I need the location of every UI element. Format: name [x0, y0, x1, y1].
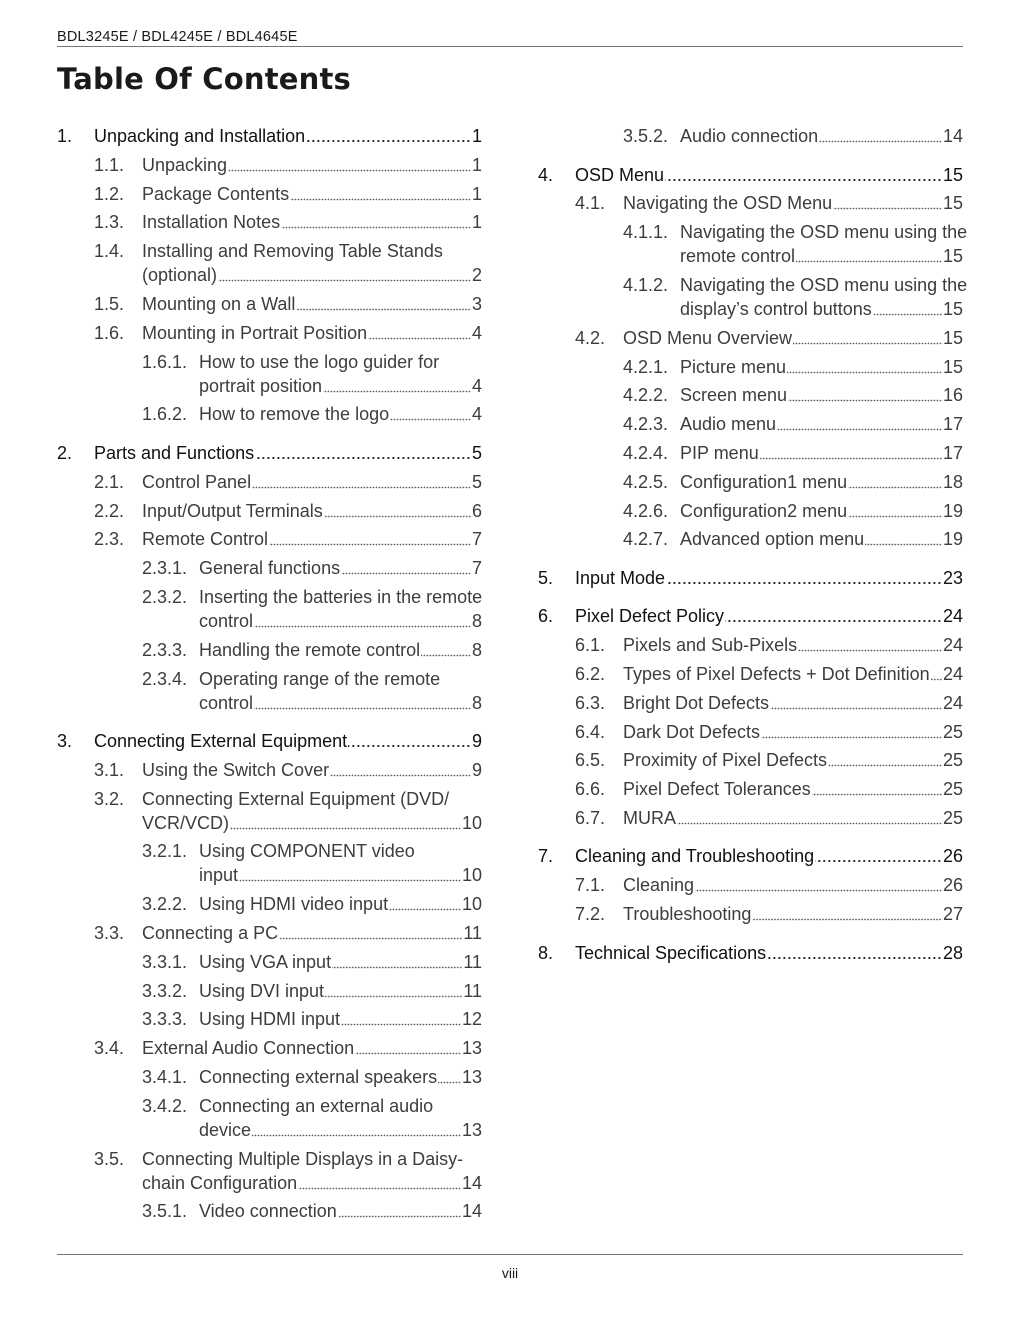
toc-entry-page: 9 [471, 759, 482, 780]
toc-entry-page: 13 [461, 1038, 482, 1059]
toc-entry[interactable] [538, 844, 963, 868]
dot-leader [341, 1014, 461, 1026]
toc-entry-number: 4.2.5. [623, 471, 669, 492]
toc-entry-page: 13 [461, 1119, 482, 1140]
dot-leader [228, 160, 471, 172]
toc-entry-title: Navigating the OSD Menu [623, 193, 833, 214]
toc-entry[interactable] [538, 748, 963, 772]
toc-entry-page: 15 [942, 164, 963, 185]
toc-entry-title: OSD Menu [575, 164, 665, 185]
toc-entry[interactable] [57, 350, 482, 398]
toc-entry-number: 3. [57, 731, 73, 751]
document-header: BDL3245E / BDL4245E / BDL4645E [57, 29, 963, 47]
toc-entry-number: 2.3.4. [142, 668, 188, 689]
dot-leader [218, 270, 471, 282]
toc-entry[interactable] [57, 638, 482, 662]
toc-entry-number: 4.2. [575, 327, 606, 348]
toc-entry[interactable] [538, 720, 963, 744]
toc-entry-title: Troubleshooting [623, 904, 752, 924]
toc-entry[interactable] [538, 662, 963, 686]
dot-leader [296, 299, 471, 311]
toc-entry-title: chain Configuration [142, 1172, 298, 1193]
toc-entry-title: Connecting External Equipment [94, 731, 348, 751]
toc-entry[interactable] [57, 292, 482, 316]
toc-entry-page: 1 [471, 183, 482, 204]
toc-entry-page: 25 [942, 750, 963, 771]
toc-entry-title: Audio connection [680, 126, 819, 146]
dot-leader [252, 477, 471, 489]
toc-entry-title: control [199, 692, 254, 713]
toc-entry-number: 6.5. [575, 750, 606, 771]
dot-leader [796, 251, 942, 263]
toc-entry[interactable] [538, 220, 968, 268]
toc-entry-page: 24 [942, 663, 963, 684]
toc-entry-page: 5 [471, 442, 482, 463]
toc-entry[interactable] [538, 941, 963, 965]
dot-leader [306, 131, 471, 143]
dot-leader [324, 506, 471, 518]
toc-entry[interactable] [57, 950, 482, 974]
page-title: Table Of Contents [57, 62, 351, 96]
toc-entry-title: Operating range of the remote [199, 668, 441, 689]
toc-entry-title: Unpacking and Installation [94, 126, 306, 146]
toc-entry-number: 4.1.2. [623, 274, 669, 295]
toc-entry-title: Control Panel [142, 471, 252, 492]
toc-entry-page: 7 [471, 558, 482, 579]
toc-entry-title: control [199, 610, 254, 631]
dot-leader [767, 948, 942, 960]
toc-entry[interactable] [57, 729, 482, 753]
toc-entry-title: Pixels and Sub-Pixels [623, 635, 798, 656]
toc-entry[interactable] [57, 1007, 482, 1031]
toc-entry[interactable] [57, 441, 482, 465]
toc-entry-title: Installing and Removing Table Stands [142, 241, 443, 262]
toc-entry[interactable] [57, 787, 482, 835]
toc-entry-page: 18 [942, 471, 963, 492]
toc-entry-title: PIP menu [680, 442, 759, 463]
toc-entry-page: 9 [471, 731, 482, 751]
toc-entry[interactable] [538, 412, 963, 436]
toc-entry-number: 4.2.6. [623, 500, 669, 521]
toc-entry-title: Parts and Functions [94, 442, 255, 463]
toc-entry[interactable] [538, 902, 963, 926]
toc-entry[interactable] [538, 355, 963, 379]
dot-leader [819, 131, 942, 143]
toc-entry-page: 8 [471, 692, 482, 713]
toc-entry-title: (optional) [142, 265, 218, 286]
toc-entry-title: Using HDMI video input [199, 894, 389, 915]
dot-leader [873, 304, 942, 316]
toc-entry-title: input [199, 865, 239, 886]
toc-entry[interactable] [538, 124, 963, 148]
toc-entry-number: 3.5.2. [623, 126, 669, 146]
toc-entry[interactable] [538, 873, 963, 897]
toc-entry-page: 26 [942, 875, 963, 896]
toc-entry-number: 2. [57, 442, 73, 463]
toc-entry-number: 3.2.2. [142, 894, 188, 915]
toc-entry-number: 4. [538, 164, 554, 185]
toc-entry-page: 17 [942, 442, 963, 463]
toc-entry[interactable] [538, 633, 963, 657]
toc-entry-title: VCR/VCD) [142, 812, 230, 833]
toc-entry[interactable] [57, 527, 482, 551]
toc-entry-title: How to remove the logo [199, 404, 390, 425]
toc-entry-number: 3.3.3. [142, 1009, 188, 1030]
toc-entry[interactable] [538, 499, 963, 523]
toc-entry[interactable] [57, 839, 482, 887]
toc-entry-page: 27 [942, 904, 963, 924]
toc-entry[interactable] [57, 1065, 482, 1089]
toc-entry-title: Connecting Multiple Displays in a Daisy- [142, 1148, 464, 1169]
toc-entry-number: 2.3. [94, 529, 125, 550]
dot-leader [752, 909, 942, 921]
toc-entry-title: Installation Notes [142, 212, 281, 233]
toc-entry-page: 4 [471, 404, 482, 425]
toc-entry-page: 4 [471, 322, 482, 343]
toc-entry-title: General functions [199, 558, 341, 579]
dot-leader [325, 986, 462, 998]
footer-divider [57, 1254, 963, 1255]
toc-entry[interactable] [538, 691, 963, 715]
dot-leader [323, 381, 471, 393]
toc-entry-title: Handling the remote control [199, 639, 421, 660]
toc-entry[interactable] [57, 499, 482, 523]
toc-entry-title: Package Contents [142, 183, 290, 204]
toc-entry-page: 24 [942, 635, 963, 656]
dot-leader [777, 419, 942, 431]
toc-entry-page: 24 [942, 692, 963, 713]
toc-entry-title: Remote Control [142, 529, 269, 550]
toc-entry-page: 19 [942, 529, 963, 550]
toc-entry[interactable] [57, 321, 482, 345]
dot-leader [828, 755, 942, 767]
dot-leader [330, 765, 471, 777]
toc-entry-title: Using VGA input [199, 951, 332, 972]
toc-entry-page: 11 [463, 923, 482, 943]
toc-entry-page: 25 [942, 779, 963, 800]
toc-entry-page: 26 [942, 846, 963, 867]
toc-entry-page: 8 [471, 639, 482, 660]
toc-entry-page: 8 [471, 610, 482, 631]
toc-entry-title: Input/Output Terminals [142, 500, 323, 521]
toc-entry-number: 2.1. [94, 471, 125, 492]
dot-leader [931, 669, 942, 681]
toc-entry-title: Using COMPONENT video [199, 841, 415, 862]
toc-entry[interactable] [538, 383, 963, 407]
toc-entry-number: 4.2.3. [623, 414, 669, 435]
toc-entry[interactable] [57, 124, 482, 148]
toc-entry-title: How to use the logo guider for [199, 351, 440, 372]
toc-entry-page: 19 [942, 500, 963, 521]
toc-entry-title: Input Mode [575, 567, 666, 588]
toc-entry[interactable] [538, 527, 963, 551]
toc-entry-number: 6.7. [575, 807, 606, 828]
dot-leader [788, 390, 942, 402]
toc-entry-title: Technical Specifications [575, 942, 767, 963]
toc-entry-title: Cleaning and Troubleshooting [575, 846, 815, 867]
toc-entry-number: 4.2.7. [623, 529, 669, 550]
dot-leader [389, 899, 461, 911]
toc-entry[interactable] [57, 239, 482, 287]
toc-entry-page: 1 [471, 154, 482, 175]
toc-entry-title: Navigating the OSD menu using the [680, 222, 968, 243]
dot-leader [252, 1125, 461, 1137]
toc-entry[interactable] [57, 758, 482, 782]
toc-entry-number: 1.5. [94, 294, 125, 314]
toc-entry-number: 3.2. [94, 788, 125, 809]
toc-entry-title: display’s control buttons [680, 298, 872, 319]
toc-entry-number: 1.6.1. [142, 351, 188, 372]
dot-leader [815, 851, 942, 863]
dot-leader [332, 957, 462, 969]
dot-leader [833, 198, 942, 210]
page-number: viii [501, 1265, 519, 1281]
toc-entry[interactable] [57, 585, 482, 633]
toc-entry-number: 6.2. [575, 663, 606, 684]
toc-entry-page: 13 [461, 1067, 482, 1087]
toc-entry[interactable] [57, 182, 482, 206]
toc-entry-page: 12 [461, 1009, 482, 1030]
toc-entry[interactable] [538, 326, 963, 350]
toc-entry-page: 10 [461, 894, 482, 915]
dot-leader [848, 477, 942, 489]
toc-entry-page: 25 [942, 807, 963, 828]
toc-entry[interactable] [57, 1147, 482, 1195]
toc-entry-title: Mounting on a Wall [142, 294, 296, 314]
toc-entry-title: Mounting in Portrait Position [142, 322, 368, 343]
dot-leader [279, 928, 462, 940]
toc-entry[interactable] [538, 441, 963, 465]
toc-entry-number: 4.2.1. [623, 356, 669, 377]
dot-leader [269, 534, 471, 546]
toc-entry[interactable] [538, 777, 963, 801]
dot-leader [348, 736, 471, 748]
toc-entry-number: 4.2.2. [623, 385, 669, 406]
dot-leader [798, 640, 942, 652]
toc-entry-title: Screen menu [680, 385, 788, 406]
toc-entry-page: 6 [471, 500, 482, 521]
toc-entry-title: Inserting the batteries in the remote [199, 586, 483, 607]
dot-leader [290, 189, 471, 201]
toc-entry-title: Unpacking [142, 154, 228, 175]
toc-entry-page: 5 [471, 471, 482, 492]
toc-entry-title: Configuration2 menu [680, 500, 848, 521]
toc-entry-number: 5. [538, 567, 554, 588]
toc-entry-number: 4.1. [575, 193, 606, 214]
toc-entry-number: 1.2. [94, 183, 125, 204]
toc-entry[interactable] [57, 210, 482, 234]
dot-leader [848, 506, 942, 518]
toc-entry-number: 4.2.4. [623, 442, 669, 463]
dot-leader [230, 818, 461, 830]
toc-entry-number: 6.1. [575, 635, 606, 656]
toc-entry-number: 2.3.1. [142, 558, 188, 579]
dot-leader [341, 563, 471, 575]
toc-entry-title: Connecting External Equipment (DVD/ [142, 788, 450, 809]
toc-entry-number: 4.1.1. [623, 222, 669, 243]
toc-entry-title: External Audio Connection [142, 1038, 355, 1059]
toc-entry[interactable] [538, 604, 963, 628]
toc-entry-number: 3.5. [94, 1148, 125, 1169]
toc-entry-title: Using the Switch Cover [142, 759, 330, 780]
toc-entry-number: 2.3.2. [142, 586, 188, 607]
dot-leader [770, 698, 942, 710]
toc-entry-page: 15 [942, 193, 963, 214]
toc-entry-number: 3.3.2. [142, 980, 188, 1001]
toc-entry-title: Using HDMI input [199, 1009, 341, 1030]
toc-entry-number: 2.3.3. [142, 639, 188, 660]
dot-leader [390, 409, 471, 421]
toc-entry-page: 15 [942, 298, 963, 319]
toc-entry-title: Cleaning [623, 875, 695, 896]
toc-entry[interactable] [57, 556, 482, 580]
toc-entry-number: 3.3.1. [142, 951, 188, 972]
toc-entry[interactable] [538, 191, 963, 215]
toc-entry-page: 14 [461, 1201, 482, 1222]
toc-entry-title: Pixel Defect Tolerances [623, 779, 811, 800]
toc-entry-number: 7.2. [575, 904, 606, 924]
toc-entry-page: 3 [471, 294, 482, 314]
toc-entry-title: Audio menu [680, 414, 777, 435]
toc-entry[interactable] [57, 1094, 482, 1142]
toc-entry-page: 16 [942, 385, 963, 406]
toc-entry[interactable] [538, 470, 963, 494]
toc-entry-number: 6. [538, 606, 554, 627]
toc-entry-title: portrait position [199, 375, 323, 396]
toc-entry[interactable] [538, 273, 968, 321]
toc-entry[interactable] [57, 667, 482, 715]
toc-entry-number: 3.2.1. [142, 841, 188, 862]
toc-entry-number: 1.6.2. [142, 404, 188, 425]
dot-leader [787, 362, 942, 374]
toc-entry-title: Types of Pixel Defects + Dot Definition [623, 663, 930, 684]
toc-entry-number: 1.6. [94, 322, 125, 343]
toc-entry[interactable] [57, 892, 482, 916]
toc-entry[interactable] [57, 1199, 482, 1223]
dot-leader [793, 333, 942, 345]
toc-entry-number: 1.4. [94, 241, 125, 262]
toc-entry-title: Using DVI input [199, 980, 325, 1001]
toc-entry[interactable] [538, 163, 963, 187]
toc-entry-page: 23 [942, 567, 963, 588]
toc-entry-page: 11 [463, 980, 482, 1001]
toc-entry-number: 8. [538, 942, 554, 963]
toc-entry-number: 6.4. [575, 721, 606, 742]
toc-entry-page: 2 [471, 265, 482, 286]
toc-entry-page: 10 [461, 812, 482, 833]
toc-entry-title: Advanced option menu [680, 529, 865, 550]
toc-entry-page: 28 [942, 942, 963, 963]
dot-leader [421, 645, 471, 657]
dot-leader [254, 616, 471, 628]
toc-entry-title: Picture menu [680, 356, 787, 377]
toc-entry-page: 25 [942, 721, 963, 742]
toc-entry[interactable] [57, 921, 482, 945]
toc-entry-number: 6.6. [575, 779, 606, 800]
dot-leader [338, 1206, 461, 1218]
toc-entry-number: 1.3. [94, 212, 125, 233]
toc-entry-title: Connecting a PC [142, 923, 279, 943]
toc-entry-title: Bright Dot Defects [623, 692, 770, 713]
toc-entry-page: 15 [942, 356, 963, 377]
toc-entry-number: 1.1. [94, 154, 125, 175]
toc-entry-page: 15 [942, 246, 963, 267]
toc-entry-title: MURA [623, 807, 676, 828]
toc-entry-page: 15 [942, 327, 963, 348]
toc-entry-number: 3.1. [94, 759, 125, 780]
toc-entry-number: 3.4.2. [142, 1095, 188, 1116]
toc-entry[interactable] [57, 1036, 482, 1060]
toc-entry-page: 24 [942, 606, 963, 627]
toc-entry[interactable] [57, 402, 482, 426]
toc-entry-title: Connecting external speakers [199, 1067, 438, 1087]
dot-leader [438, 1072, 461, 1084]
dot-leader [812, 784, 942, 796]
toc-entry-number: 7.1. [575, 875, 606, 896]
toc-entry[interactable] [57, 153, 482, 177]
toc-entry-title: Pixel Defect Policy [575, 606, 725, 627]
dot-leader [239, 870, 461, 882]
toc-entry-number: 1. [57, 126, 73, 146]
toc-entry-number: 3.5.1. [142, 1201, 188, 1222]
toc-entry-number: 6.3. [575, 692, 606, 713]
dot-leader [355, 1043, 461, 1055]
toc-entry[interactable] [57, 470, 482, 494]
toc-entry-title: Navigating the OSD menu using the [680, 274, 968, 295]
toc-entry-page: 4 [471, 375, 482, 396]
dot-leader [760, 448, 942, 460]
toc-entry-title: remote control [680, 246, 796, 267]
toc-entry-title: Proximity of Pixel Defects [623, 750, 828, 771]
toc-entry-page: 1 [471, 212, 482, 233]
dot-leader [695, 880, 942, 892]
dot-leader [725, 611, 942, 623]
toc-entry-number: 3.4.1. [142, 1067, 188, 1087]
toc-entry-title: Configuration1 menu [680, 471, 848, 492]
toc-entry[interactable] [538, 566, 963, 590]
toc-entry-page: 17 [942, 414, 963, 435]
toc-entry-title: Dark Dot Defects [623, 721, 761, 742]
dot-leader [761, 727, 942, 739]
toc-entry-page: 14 [942, 126, 963, 146]
dot-leader [254, 698, 471, 710]
dot-leader [255, 448, 471, 460]
toc-entry-number: 2.2. [94, 500, 125, 521]
dot-leader [368, 328, 471, 340]
toc-entry-number: 3.4. [94, 1038, 125, 1059]
toc-entry-page: 14 [461, 1172, 482, 1193]
toc-entry-number: 7. [538, 846, 554, 867]
toc-entry-title: device [199, 1119, 252, 1140]
toc-entry-title: Connecting an external audio [199, 1095, 434, 1116]
toc-entry[interactable] [57, 979, 482, 1003]
toc-entry[interactable] [538, 806, 963, 830]
toc-entry-number: 3.3. [94, 923, 125, 943]
dot-leader [298, 1178, 461, 1190]
toc-entry-title: Video connection [199, 1201, 337, 1222]
toc-entry-page: 7 [471, 529, 482, 550]
dot-leader [865, 534, 942, 546]
dot-leader [677, 813, 942, 825]
toc-entry-page: 1 [471, 126, 482, 146]
toc-entry-page: 10 [461, 865, 482, 886]
dot-leader [665, 170, 942, 182]
dot-leader [666, 573, 942, 585]
toc-entry-page: 11 [463, 951, 482, 972]
dot-leader [281, 217, 471, 229]
toc-entry-title: OSD Menu Overview [623, 327, 793, 348]
